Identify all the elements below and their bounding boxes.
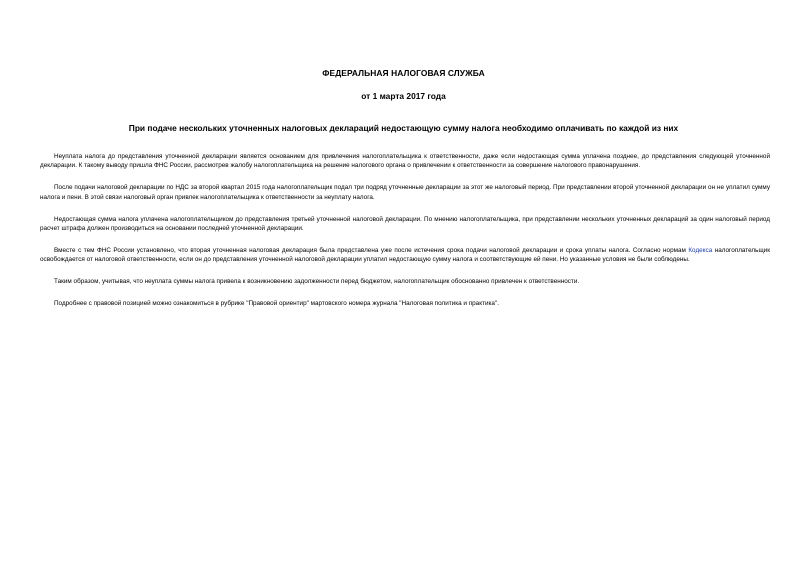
paragraph-1: Неуплата налога до представления уточненной декларации является основанием для привлечения налогоплательщика к ответственности, даже если недостающая сумма уплачена позднее, до представления следующей уточненной декларации. К такому выводу пришла ФНС России, рассмотрев жалобу налогоплательщика на решение налогового органа о привлечении к ответственности за совершение налогового правонарушения. <box>40 153 770 170</box>
paragraph-3: Недостающая сумма налога уплачена налогоплательщиком до представления третьей уточненной налоговой декларации. По мнению налогоплательщика, при представлении нескольких уточненных деклараций за один налоговый период расчет штрафа должен производиться на основании последней уточненной декларации. <box>40 215 770 233</box>
paragraph-4-text-end: налогоплательщик освобождается от налоговой ответственности, если он до представления уточненной налоговой декларации уплатил недостающую сумму налога и соответствующие ей пени. Но указанные условия не были соблюдены. <box>40 246 770 264</box>
document-body <box>40 152 770 309</box>
code-link[interactable]: Кодекса <box>688 246 713 254</box>
paragraph-4-text-start: Вместе с тем ФНС России установлено, что вторая уточненная налоговая декларация была представлена уже после истечения срока подачи налоговой декларации и срока уплаты налога. Согласно нормам <box>54 246 689 254</box>
paragraph-4 <box>40 246 770 265</box>
paragraph-2: После подачи налоговой декларации по НДС за второй квартал 2015 года налогоплательщик подал три подряд уточненные декларации за этот же налоговый период. При представлении второй уточненной декларации он не уплатил сумму налога и пени. В этой связи налоговый орган привлек налогоплательщика к ответственности за неуплату налога. <box>40 184 770 201</box>
agency-name: ФЕДЕРАЛЬНАЯ НАЛОГОВАЯ СЛУЖБА <box>322 68 485 78</box>
document-headline: При подаче нескольких уточненных налоговых деклараций недостающую сумму налога необходимо оплачивать по каждой из них <box>128 123 679 133</box>
paragraph-5: Таким образом, учитывая, что неуплата суммы налога привела к возникновению задолженности перед бюджетом, налогоплательщик обоснованно привлечен к ответственности. <box>54 278 580 286</box>
document-date: от 1 марта 2017 года <box>361 91 446 101</box>
paragraph-6: Подробнее с правовой позицией можно ознакомиться в рубрике "Правовой ориентир" мартовского номера журнала "Налоговая политика и практика". <box>54 300 499 308</box>
